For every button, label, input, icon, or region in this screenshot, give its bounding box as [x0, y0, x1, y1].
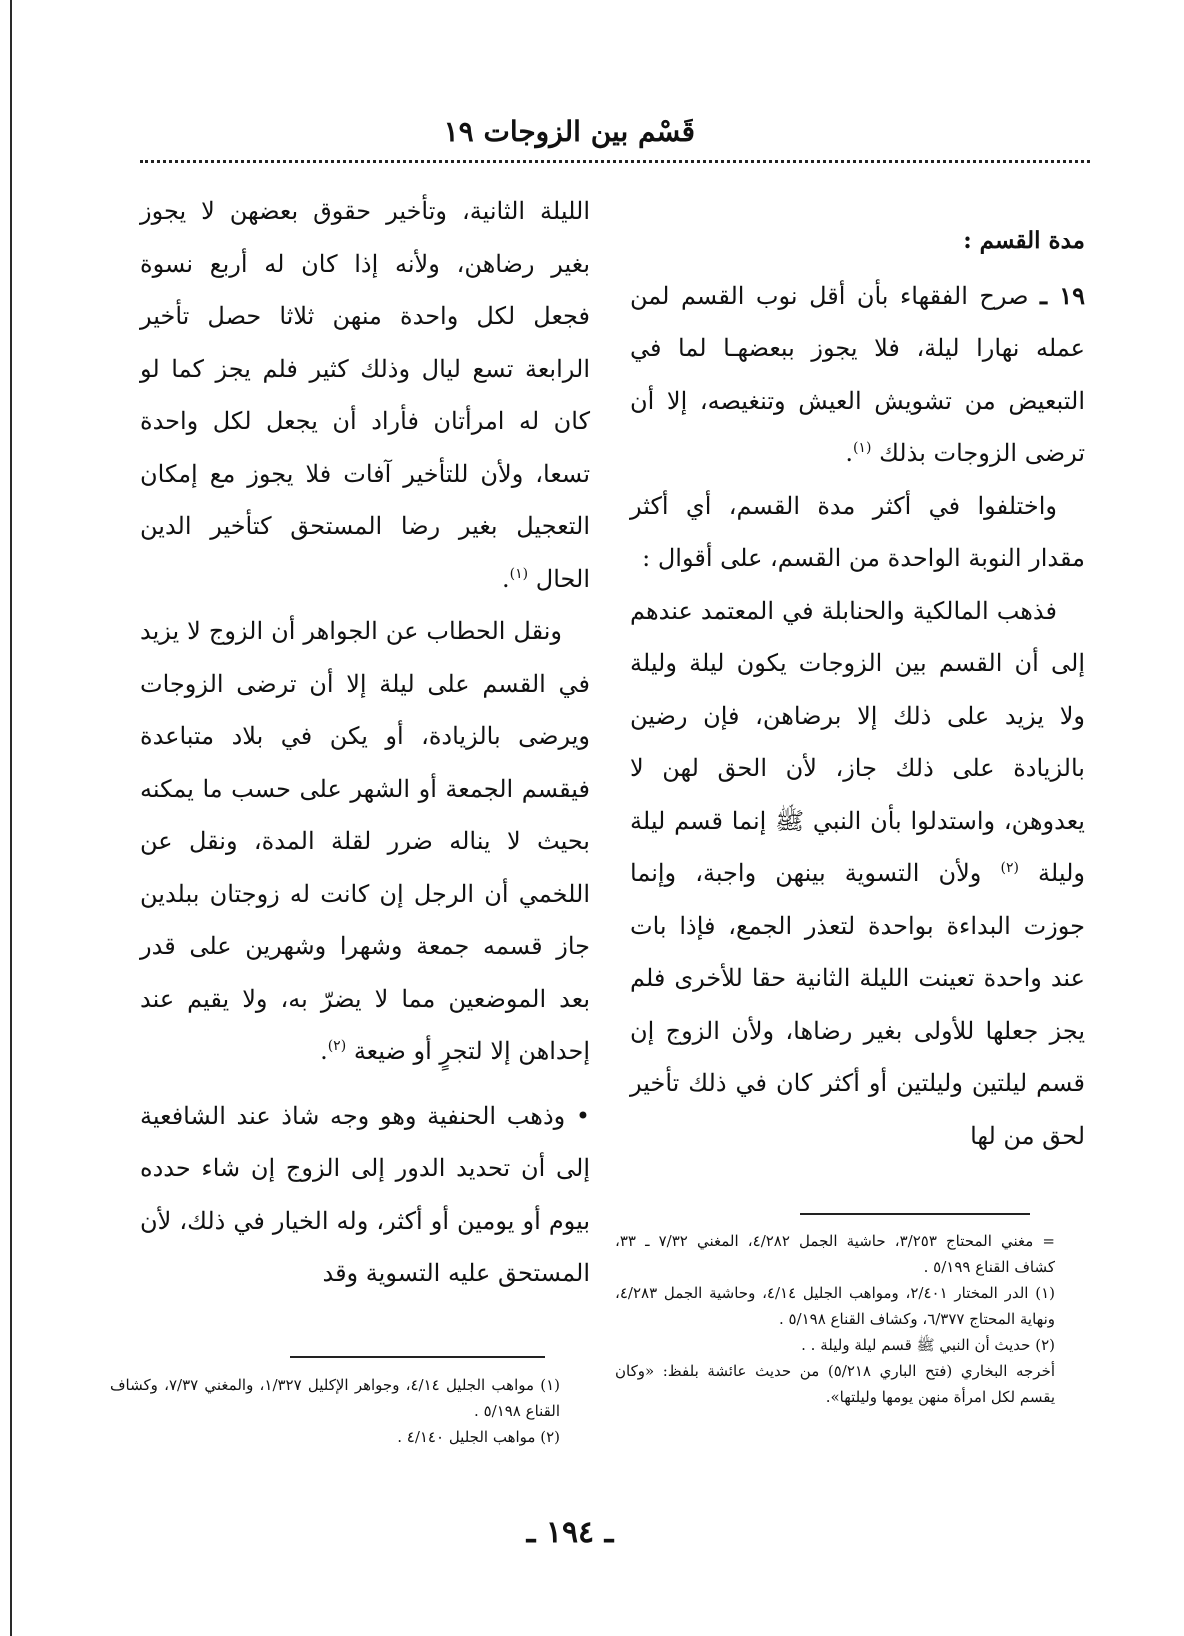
footnote-ref: (١): [852, 440, 872, 456]
footnote-1: (١) مواهب الجليل ٤/١٤، وجواهر الإكليل ١/٣٢٧، والمغني ٧/٣٧، وكشاف القناع ٥/١٩٨ .: [110, 1376, 561, 1420]
footnote-1: (١) الدر المختار ٢/٤٠١، ومواهب الجليل ٤/١٤، وحاشية الجمل ٤/٢٨٣، ونهاية المحتاج ٦/٣٧٧، وكشاف القناع ٥/١٩٨ .: [615, 1284, 1055, 1328]
paragraph-hattab: [140, 605, 590, 1078]
header-title: قَسْم بين الزوجات ١٩: [443, 115, 695, 148]
section-subheading: مدة القسم :: [963, 227, 1085, 254]
footnote-ref: (١): [509, 565, 529, 582]
paragraph-text: صرح الفقهاء بأن أقل نوب القسم لمن عمله نهارا ليلة، فلا يجوز ببعضهـا لما في التبعيض من تشويش العيش وتنغيصه، إلا أن ترضى الزوجات بذلك: [630, 281, 1085, 467]
paragraph-number: ١٩ ـ: [1039, 280, 1085, 310]
paragraph-19: [630, 270, 1085, 480]
footnote-continuation: = مغني المحتاج ٣/٢٥٣، حاشية الجمل ٤/٢٨٢، المغني ٧/٣٢ ـ ٣٣، كشاف القناع ٥/١٩٩ .: [615, 1232, 1056, 1276]
running-header: [140, 105, 1090, 175]
footnote-2-detail: أخرجه البخاري (فتح الباري ٥/٢١٨) من حديث عائشة بلفظ: «وكان يقسم لكل امرأة منهن يومها وليلتها».: [615, 1362, 1056, 1406]
paragraph-text-continued: ولأن التسوية بينهن واجبة، وإنما جوزت البداءة بواحدة لتعذر الجمع، فإذا بات عند واحدة تعينت الليلة الثانية حقا للأخرى فلم يجز جعلها للأولى بغير رضاها، ولأن الزوج إن قسم ليلتين وليلتين أو أكثر كان في ذلك تأخير لحق من لها: [630, 859, 1086, 1150]
bullet-marker: •: [575, 1101, 590, 1130]
footnote-2: (٢) حديث أن النبي ﷺ قسم ليلة وليلة . .: [801, 1336, 1055, 1354]
paragraph-gap: [140, 1078, 590, 1090]
paragraph-text: فذهب المالكية والحنابلة في المعتمد عندهم إلى أن القسم بين الزوجات يكون ليلة وليلة ولا يزيد على ذلك إلا برضاهن، فإن رضين بالزيادة على ذلك جاز، لأن الحق لهن لا يعدوهن، واستدلوا بأن النبي ﷺ إنما قسم ليلة وليلة: [630, 596, 1085, 887]
paragraph-opinions: واختلفوا في أكثر مدة القسم، أي أكثر مقدار النوبة الواحدة من القسم، على أقوال :: [630, 491, 1085, 572]
footnote-2: (٢) مواهب الجليل ٤/١٤٠ .: [397, 1428, 560, 1446]
footnotes-right: [615, 1228, 1055, 1410]
paragraph-text: ونقل الحطاب عن الجواهر أن الزوج لا يزيد في القسم على ليلة إلا أن ترضى الزوجات ويرضى بالزيادة، أو يكن في بلاد متباعدة فيقسم الجمعة أو الشهر على حسب ما يمكنه بحيث لا يناله ضرر لقلة المدة، ونقل عن اللخمي أن الرجل إن كانت له زوجتان ببلدين جاز قسمه جمعة وشهرا وشهرين على قدر بعد الموضعين مما لا يضرّ به، ولا يقيم عند إحداهن إلا لتجرٍ أو ضيعة: [140, 617, 590, 1065]
right-column: [630, 215, 1085, 1162]
footnote-rule-left: [290, 1356, 545, 1358]
paragraph-end: .: [502, 564, 510, 593]
footnote-rule-right: [800, 1213, 1030, 1215]
footnotes-left: [110, 1372, 560, 1450]
footnote-ref: (٢): [327, 1038, 347, 1054]
paragraph-end: .: [845, 439, 853, 467]
paragraph-maliki-hanbali: [630, 585, 1085, 1163]
paragraph-continuation: [140, 185, 590, 605]
page-number: ـ ١٩٤ ـ: [526, 1515, 614, 1550]
paragraph-text: الليلة الثانية، وتأخير حقوق بعضهن لا يجوز بغير رضاهن، ولأنه إذا كان له أربع نسوة فجعل لكل واحدة منهن ثلاثا حصل تأخير الرابعة تسع ليال وذلك كثير فلم يجز كما لو كان له امرأتان فأراد أن يجعل لكل واحدة تسعا، ولأن للتأخير آفات فلا يجوز مع إمكان التعجيل بغير رضا المستحق كتأخير الدين الحال: [140, 197, 590, 593]
page-edge-line: [10, 0, 12, 1636]
paragraph-text: وذهب الحنفية وهو وجه شاذ عند الشافعية إلى أن تحديد الدور إلى الزوج إن شاء حدده بيوم أو يومين أو أكثر، وله الخيار في ذلك، لأن المستحق عليه التسوية وقد: [140, 1101, 590, 1287]
paragraph-hanafi: [140, 1090, 590, 1300]
left-column: [140, 185, 590, 1300]
footnote-ref: (٢): [1000, 860, 1019, 876]
header-dotted-rule: [140, 160, 1090, 163]
paragraph-end: .: [320, 1037, 328, 1065]
